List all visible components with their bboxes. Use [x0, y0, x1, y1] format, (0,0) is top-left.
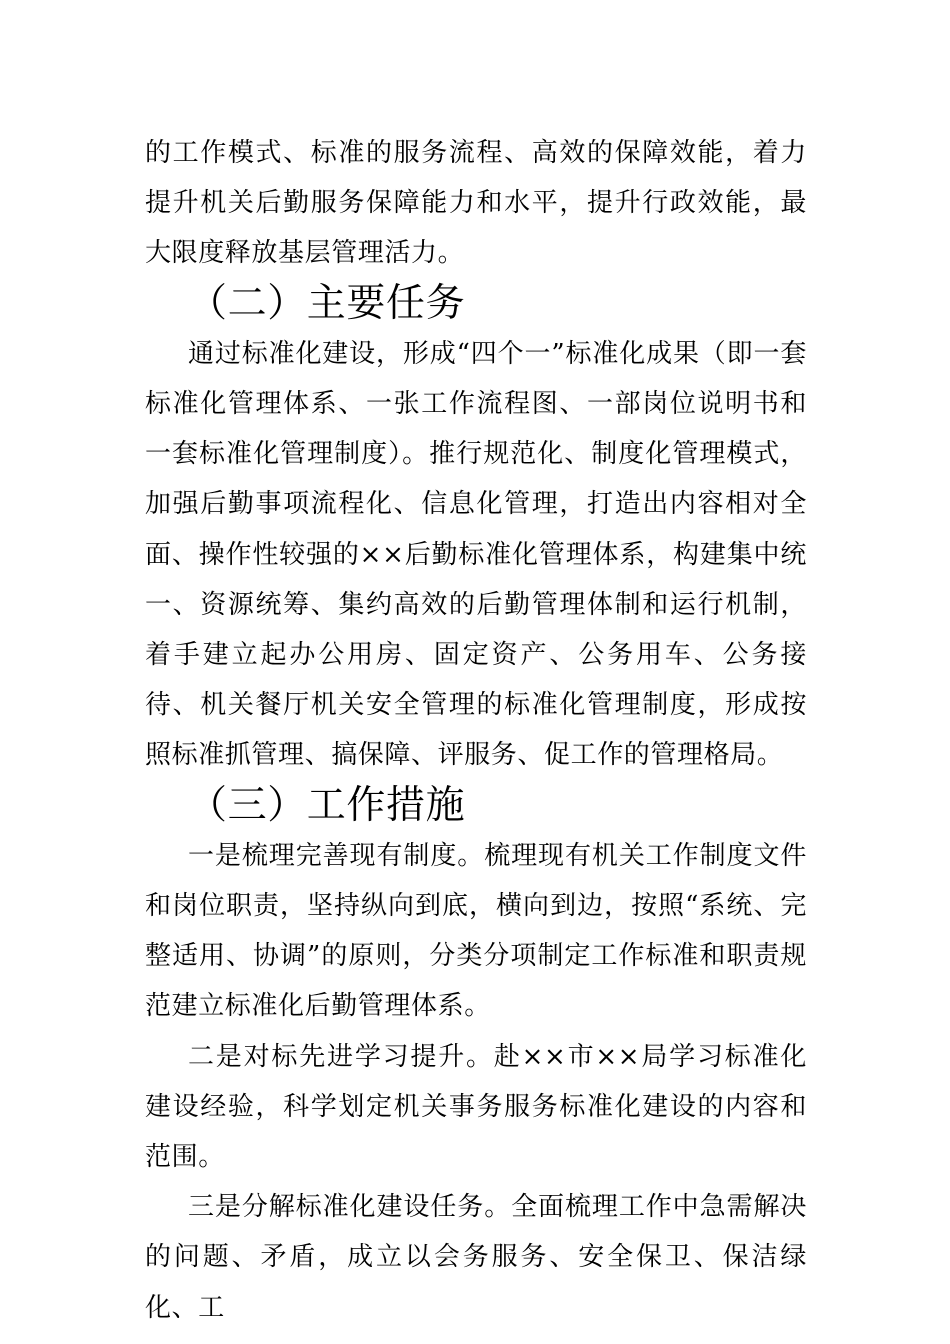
document-body	[145, 128, 807, 1333]
paragraph-measure-one: 一是梳理完善现有制度。梳理现有机关工作制度文件和岗位职责，坚持纵向到底，横向到边，按照“系统、完整适用、协调”的原则，分类分项制定工作标准和职责规范建立标准化后勤管理体系。	[145, 840, 807, 1022]
paragraph-continuation: 的工作模式、标准的服务流程、高效的保障效能，着力提升机关后勤服务保障能力和水平，提升行政效能，最大限度释放基层管理活力。	[145, 138, 807, 269]
paragraph-measure-three: 三是分解标准化建设任务。全面梳理工作中急需解决的问题、矛盾，成立以会务服务、安全保卫、保洁绿化、工	[145, 1192, 807, 1323]
section-heading-work-measures: （三）工作措施	[188, 782, 466, 828]
paragraph-main-tasks: 通过标准化建设，形成“四个一”标准化成果（即一套标准化管理体系、一张工作流程图、一部岗位说明书和一套标准化管理制度）。推行规范化、制度化管理模式，加强后勤事项流程化、信息化管理，打造出内容相对全面、操作性较强的××后勤标准化管理体系，构建集中统一、资源统筹、集约高效的后勤管理体制和运行机制，着手建立起办公用房、固定资产、公务用车、公务接待、机关餐厅机关安全管理的标准化管理制度，形成按照标准抓管理、搞保障、评服务、促工作的管理格局。	[145, 338, 807, 771]
paragraph-measure-two: 二是对标先进学习提升。赴××市××局学习标准化建设经验，科学划定机关事务服务标准化建设的内容和范围。	[145, 1041, 807, 1173]
section-heading-main-tasks: （二）主要任务	[188, 280, 466, 326]
